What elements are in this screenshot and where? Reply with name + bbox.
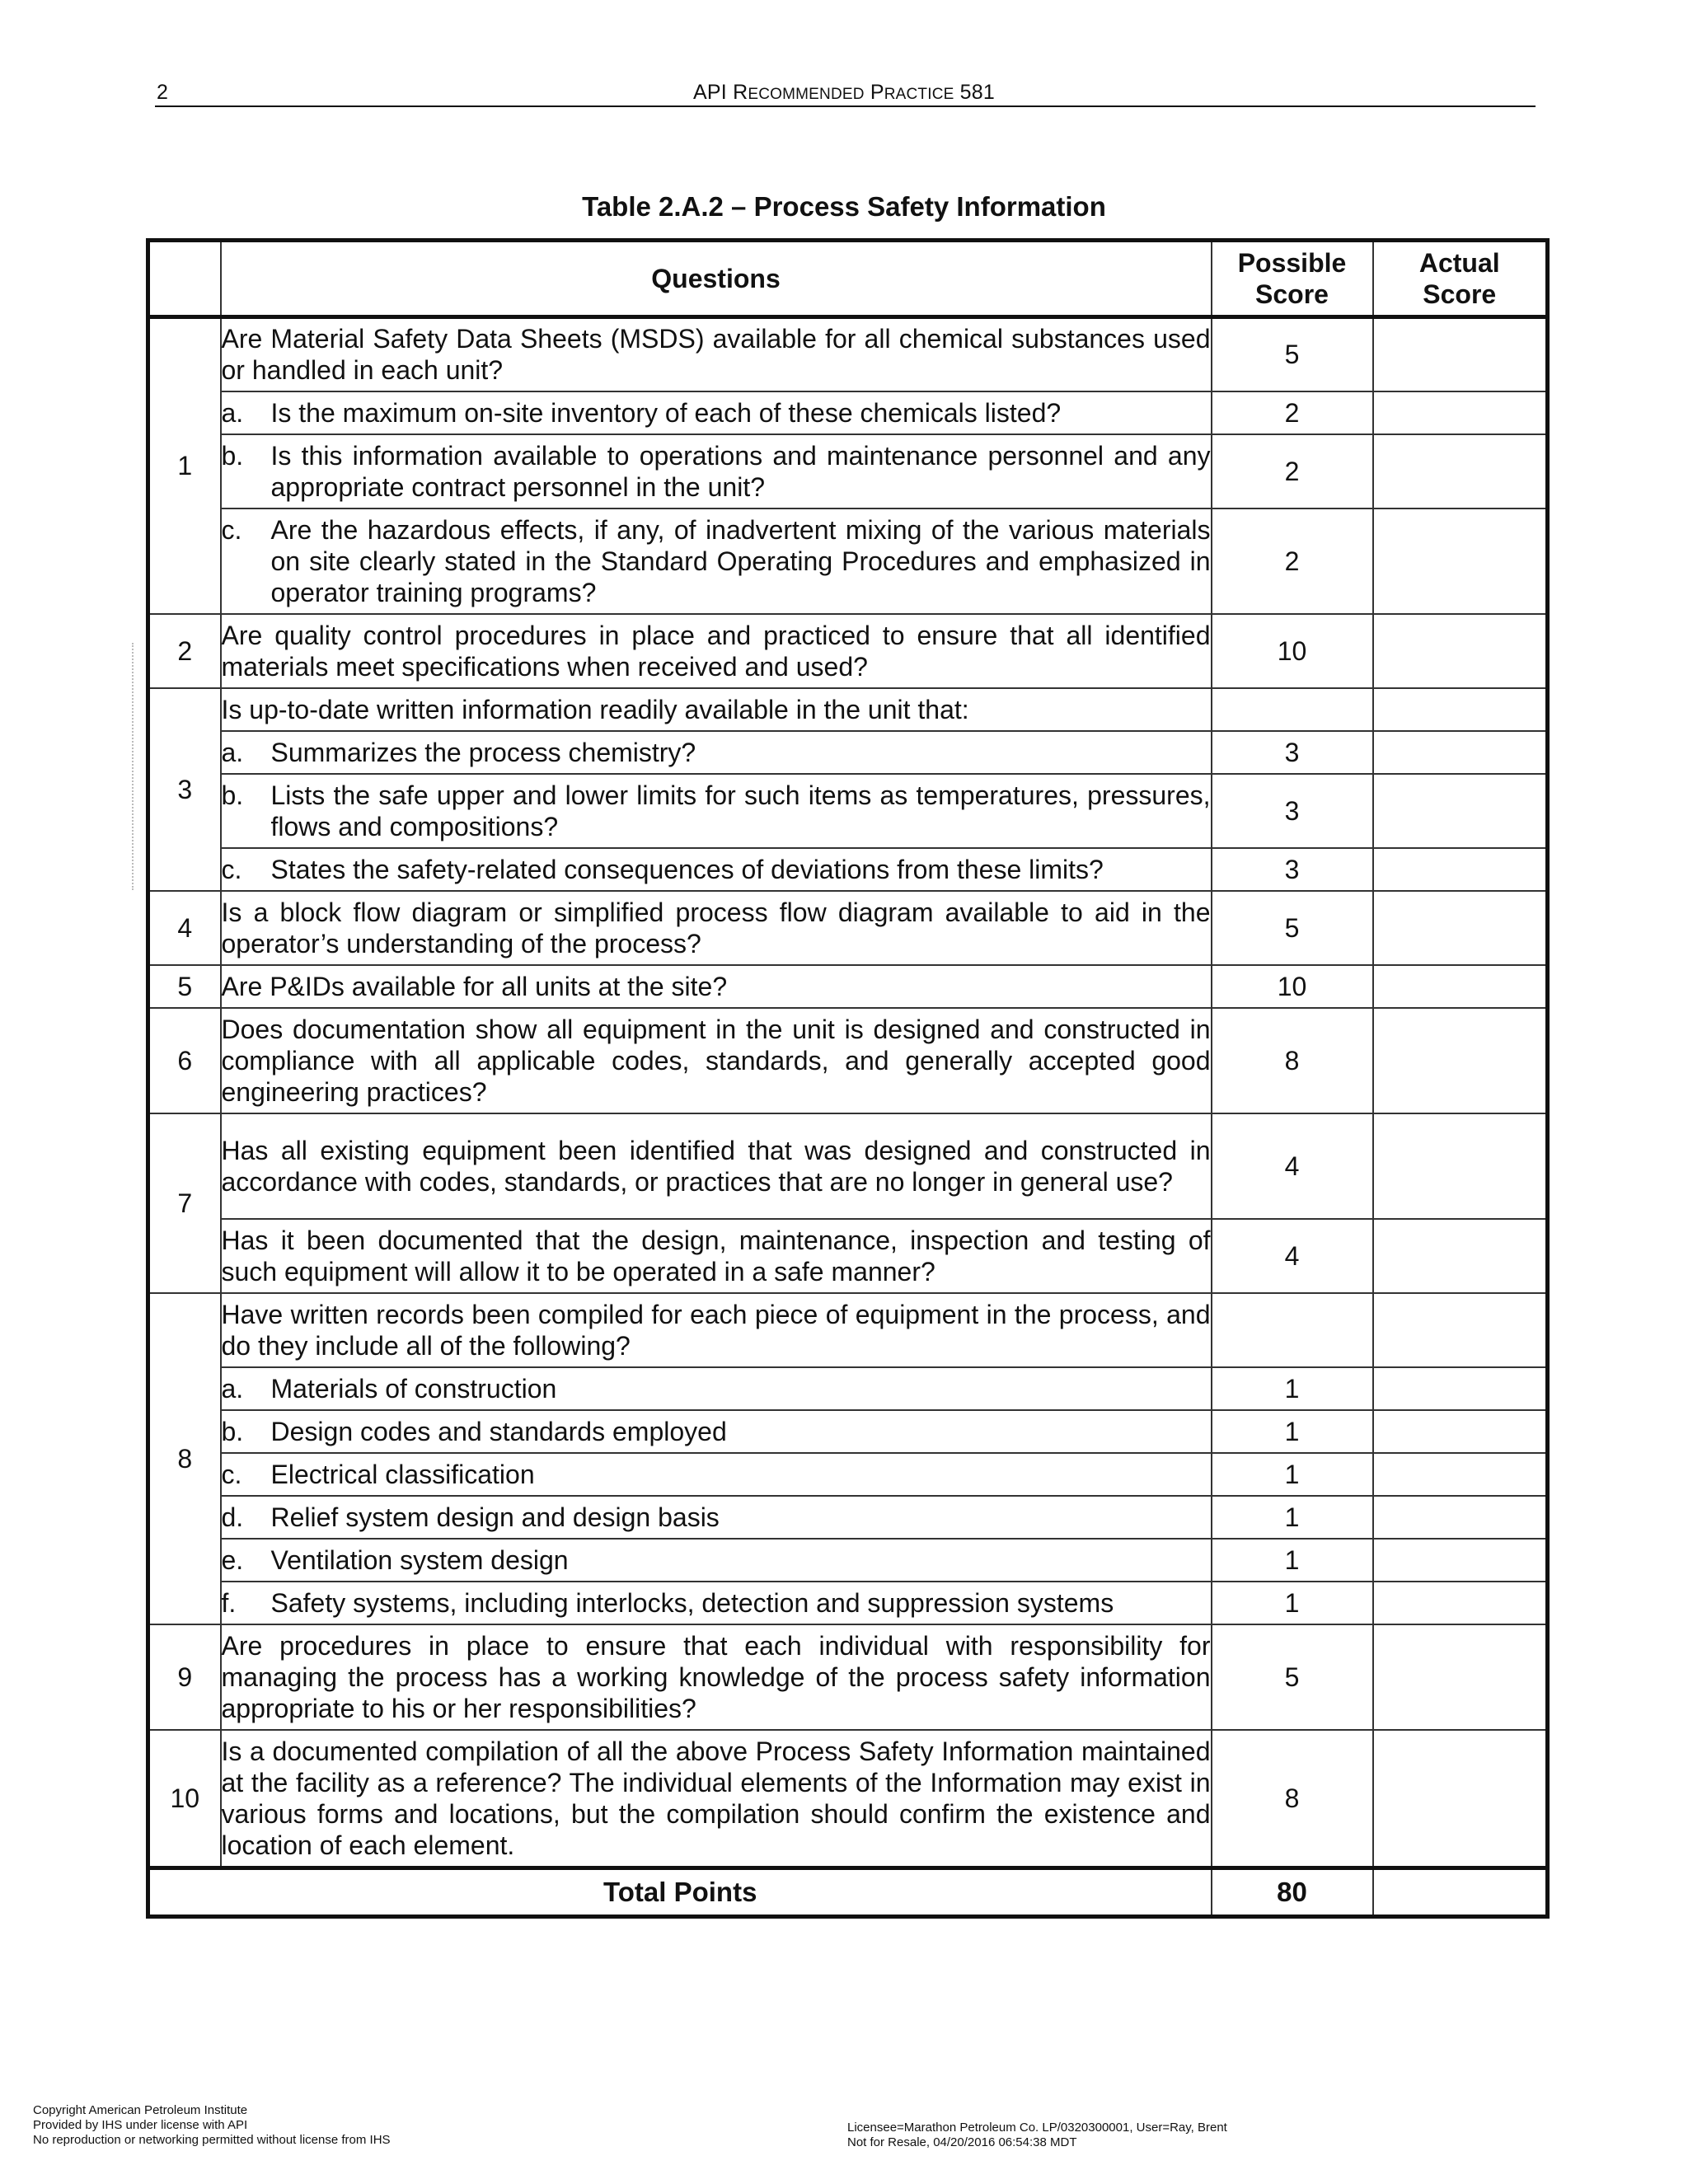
table-header-row <box>148 241 1548 317</box>
possible-score: 10 <box>1212 965 1373 1008</box>
possible-score: 2 <box>1212 391 1373 434</box>
sub-question-text: Summarizes the process chemistry? <box>270 737 696 767</box>
actual-score-cell[interactable] <box>1373 774 1548 848</box>
table-row <box>148 1539 1548 1582</box>
possible-score: 5 <box>1212 1624 1373 1730</box>
page-number: 2 <box>157 81 168 104</box>
sub-question <box>221 1410 1212 1453</box>
running-header <box>0 81 1688 105</box>
possible-score: 2 <box>1212 509 1373 614</box>
margin-mark <box>132 643 137 890</box>
sub-label: c. <box>221 514 242 545</box>
actual-score-cell[interactable] <box>1373 891 1548 965</box>
sub-label: c. <box>221 1459 242 1489</box>
header-rule <box>155 105 1536 107</box>
actual-score-cell[interactable] <box>1373 1453 1548 1496</box>
sub-question-text: Lists the safe upper and lower limits for such items as temperatures, pressures, flows and compositions? <box>270 780 1211 841</box>
sub-question <box>221 391 1212 434</box>
sub-question <box>221 1539 1212 1582</box>
footer-line: Licensee=Marathon Petroleum Co. LP/0320300001, User=Ray, Brent <box>847 2121 1227 2135</box>
sub-label: b. <box>221 440 244 471</box>
possible-score: 5 <box>1212 891 1373 965</box>
actual-score-cell[interactable] <box>1373 1624 1548 1730</box>
actual-score-cell[interactable] <box>1373 1219 1548 1293</box>
question-text: Are P&IDs available for all units at the site? <box>221 965 1212 1008</box>
sub-question <box>221 1367 1212 1410</box>
sub-label: a. <box>221 397 244 428</box>
sub-label: b. <box>221 780 244 810</box>
table-row <box>148 434 1548 509</box>
item-number: 9 <box>148 1624 221 1730</box>
header-text-4: RACTICE <box>884 86 954 103</box>
actual-score-cell[interactable] <box>1373 1582 1548 1624</box>
item-number: 5 <box>148 965 221 1008</box>
table-row <box>148 1624 1548 1730</box>
question-text: Are Material Safety Data Sheets (MSDS) available for all chemical substances used or handled in each unit? <box>221 317 1212 391</box>
question-text: Are procedures in place to ensure that each individual with responsibility for managing the process has a working knowledge of the process safety information appropriate to his or her responsibilities? <box>221 1624 1212 1730</box>
total-label: Total Points <box>148 1868 1212 1917</box>
header-number-cell <box>148 241 221 317</box>
table-row <box>148 688 1548 731</box>
possible-score: 3 <box>1212 731 1373 774</box>
actual-score-cell[interactable] <box>1373 1367 1548 1410</box>
sub-question-text: Materials of construction <box>270 1373 557 1404</box>
sub-question-text: States the safety-related consequences of deviations from these limits? <box>270 854 1104 884</box>
sub-label: b. <box>221 1416 244 1446</box>
item-number: 1 <box>148 317 221 614</box>
table-row <box>148 965 1548 1008</box>
sub-question <box>221 509 1212 614</box>
footer-line: Not for Resale, 04/20/2016 06:54:38 MDT <box>847 2135 1077 2149</box>
table-caption: Table 2.A.2 – Process Safety Information <box>582 191 1106 222</box>
item-number: 4 <box>148 891 221 965</box>
question-text: Are quality control procedures in place and practiced to ensure that all identified materials meet specifications when received and used? <box>221 614 1212 688</box>
sub-label: a. <box>221 1373 244 1404</box>
sub-question <box>221 1453 1212 1496</box>
possible-score: 1 <box>1212 1582 1373 1624</box>
sub-question <box>221 848 1212 891</box>
possible-score: 1 <box>1212 1367 1373 1410</box>
sub-question <box>221 1582 1212 1624</box>
question-text: Is up-to-date written information readily available in the unit that: <box>221 688 1212 731</box>
table-row <box>148 1730 1548 1868</box>
licensee-footer <box>847 2121 1227 2150</box>
possible-score: 2 <box>1212 434 1373 509</box>
sub-label: d. <box>221 1502 244 1532</box>
question-text: Does documentation show all equipment in the unit is designed and constructed in compliance with all applicable codes, standards, and generally accepted good engineering practices? <box>221 1008 1212 1113</box>
total-actual-score-cell[interactable] <box>1373 1868 1548 1917</box>
question-text: Has it been documented that the design, maintenance, inspection and testing of such equipment will allow it to be operated in a safe manner? <box>221 1219 1212 1293</box>
table-row <box>148 1008 1548 1113</box>
header-possible-line2: Score <box>1255 279 1329 309</box>
copyright-footer <box>33 2103 391 2148</box>
table-row <box>148 614 1548 688</box>
header-questions: Questions <box>221 241 1212 317</box>
actual-score-cell[interactable] <box>1373 317 1548 391</box>
sub-label: a. <box>221 737 244 767</box>
actual-score-cell[interactable] <box>1373 1008 1548 1113</box>
item-number: 7 <box>148 1113 221 1293</box>
item-number: 3 <box>148 688 221 891</box>
sub-question <box>221 1496 1212 1539</box>
actual-score-cell[interactable] <box>1373 1410 1548 1453</box>
footer-line: Provided by IHS under license with API <box>33 2118 248 2132</box>
sub-label: c. <box>221 854 242 884</box>
actual-score-cell[interactable] <box>1373 614 1548 688</box>
header-possible-score <box>1212 241 1373 317</box>
possible-score: 1 <box>1212 1453 1373 1496</box>
item-number: 6 <box>148 1008 221 1113</box>
header-actual-line1: Actual <box>1418 248 1500 278</box>
table-row <box>148 1113 1548 1219</box>
footer-line: No reproduction or networking permitted without license from IHS <box>33 2133 391 2147</box>
process-safety-table <box>146 238 1550 1919</box>
table-row <box>148 1367 1548 1410</box>
sub-question-text: Is the maximum on-site inventory of each of these chemicals listed? <box>270 397 1062 428</box>
sub-question-text: Ventilation system design <box>270 1544 569 1575</box>
actual-score-cell[interactable] <box>1373 965 1548 1008</box>
possible-score: 1 <box>1212 1539 1373 1582</box>
actual-score-cell[interactable] <box>1373 434 1548 509</box>
total-possible-score: 80 <box>1212 1868 1373 1917</box>
question-text: Is a documented compilation of all the above Process Safety Information maintained at the facility as a reference? The individual elements of the Information may exist in various forms and locations, but the compilation should confirm the existence and location of each element. <box>221 1730 1212 1868</box>
table-row <box>148 1219 1548 1293</box>
possible-score: 5 <box>1212 317 1373 391</box>
table-row <box>148 1496 1548 1539</box>
header-actual-score <box>1373 241 1548 317</box>
actual-score-cell[interactable] <box>1373 848 1548 891</box>
sub-question-text: Safety systems, including interlocks, detection and suppression systems <box>270 1587 1114 1618</box>
possible-score: 4 <box>1212 1219 1373 1293</box>
table-row <box>148 774 1548 848</box>
actual-score-cell[interactable] <box>1373 1113 1548 1219</box>
header-text-2: ECOMMENDED <box>748 86 865 103</box>
possible-score <box>1212 688 1373 731</box>
table-row <box>148 509 1548 614</box>
sub-question <box>221 434 1212 509</box>
table-row <box>148 1410 1548 1453</box>
possible-score: 8 <box>1212 1730 1373 1868</box>
sub-question-text: Design codes and standards employed <box>270 1416 727 1446</box>
header-text-5: 581 <box>954 81 995 104</box>
possible-score <box>1212 1293 1373 1367</box>
footer-line: Copyright American Petroleum Institute <box>33 2103 248 2117</box>
table-row <box>148 317 1548 391</box>
actual-score-cell[interactable] <box>1373 1539 1548 1582</box>
actual-score-cell[interactable] <box>1373 731 1548 774</box>
sub-question-text: Are the hazardous effects, if any, of inadvertent mixing of the various materials on site clearly stated in the Standard Operating Procedures and emphasized in operator training programs? <box>270 514 1211 607</box>
sub-question <box>221 731 1212 774</box>
possible-score: 1 <box>1212 1410 1373 1453</box>
header-actual-line2: Score <box>1423 279 1497 309</box>
possible-score: 4 <box>1212 1113 1373 1219</box>
actual-score-cell[interactable] <box>1373 1293 1548 1367</box>
actual-score-cell[interactable] <box>1373 688 1548 731</box>
sub-label: e. <box>221 1544 244 1575</box>
sub-question-text: Electrical classification <box>270 1459 535 1489</box>
table-row <box>148 391 1548 434</box>
total-row <box>148 1868 1548 1917</box>
table-row <box>148 1453 1548 1496</box>
question-text: Have written records been compiled for each piece of equipment in the process, and do they include all of the following? <box>221 1293 1212 1367</box>
possible-score: 1 <box>1212 1496 1373 1539</box>
item-number: 10 <box>148 1730 221 1868</box>
sub-question-text: Relief system design and design basis <box>270 1502 720 1532</box>
sub-question-text: Is this information available to operations and maintenance personnel and any appropriate contract personnel in the unit? <box>270 440 1211 502</box>
item-number: 8 <box>148 1293 221 1624</box>
possible-score: 8 <box>1212 1008 1373 1113</box>
table-row <box>148 891 1548 965</box>
question-text: Has all existing equipment been identified that was designed and constructed in accordance with codes, standards, or practices that are no longer in general use? <box>221 1113 1212 1219</box>
sub-label: f. <box>221 1587 237 1618</box>
header-possible-line1: Possible <box>1237 248 1347 278</box>
actual-score-cell[interactable] <box>1373 391 1548 434</box>
possible-score: 3 <box>1212 774 1373 848</box>
possible-score: 10 <box>1212 614 1373 688</box>
header-text-3: P <box>864 81 884 104</box>
question-text: Is a block flow diagram or simplified process flow diagram available to aid in the operator’s understanding of the process? <box>221 891 1212 965</box>
table-row <box>148 1293 1548 1367</box>
actual-score-cell[interactable] <box>1373 1496 1548 1539</box>
possible-score: 3 <box>1212 848 1373 891</box>
actual-score-cell[interactable] <box>1373 1730 1548 1868</box>
item-number: 2 <box>148 614 221 688</box>
actual-score-cell[interactable] <box>1373 509 1548 614</box>
sub-question <box>221 774 1212 848</box>
table-row <box>148 1582 1548 1624</box>
table-row <box>148 848 1548 891</box>
header-text-1: API R <box>693 81 748 104</box>
table-row <box>148 731 1548 774</box>
